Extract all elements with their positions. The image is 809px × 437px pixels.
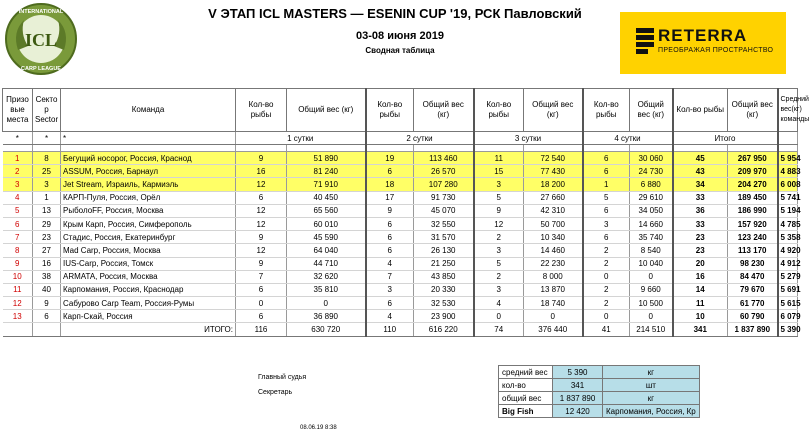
table-row	[3, 217, 798, 230]
table-row	[3, 297, 798, 310]
table-row	[3, 244, 798, 257]
summary-value: 1 837 890	[553, 392, 603, 405]
header-d2-count: Кол-во рыбы	[366, 89, 414, 132]
cell-sector: 29	[33, 217, 61, 230]
reterra-logo	[620, 12, 786, 74]
cell-d2w: 23 900	[414, 310, 474, 323]
cell-d3w: 13 870	[524, 283, 583, 296]
cell-sector: 3	[33, 178, 61, 191]
cell-tw: 204 270	[728, 178, 778, 191]
cell-team: Mad Carp, Россия, Москва	[61, 244, 236, 257]
day-label-row	[3, 132, 798, 145]
cell-d3c: 11	[474, 152, 524, 165]
total-d2c: 110	[366, 323, 414, 336]
cell-d2c: 17	[366, 191, 414, 204]
cell-d3w: 22 230	[524, 257, 583, 270]
cell-avg: 6 008	[778, 178, 798, 191]
cell-d1w: 60 010	[287, 217, 366, 230]
cell-d2w: 45 070	[414, 204, 474, 217]
cell-avg: 4 920	[778, 244, 798, 257]
cell-d4w: 34 050	[630, 204, 673, 217]
cell-d1w: 64 040	[287, 244, 366, 257]
cell-tc: 10	[673, 310, 728, 323]
day-label-4: 4 сутки	[583, 132, 673, 145]
summary-value: 5 390	[553, 366, 603, 379]
cell-place: 10	[3, 270, 33, 283]
day-label-total: Итого	[673, 132, 778, 145]
cell-d2w: 32 550	[414, 217, 474, 230]
cell-d3c: 5	[474, 191, 524, 204]
cell-avg: 5 194	[778, 204, 798, 217]
cell-d4w: 10 500	[630, 297, 673, 310]
header-team: Команда	[61, 89, 236, 132]
cell-d4c: 0	[583, 310, 630, 323]
table-row	[3, 270, 798, 283]
reterra-mark-icon	[636, 28, 654, 54]
header-row	[3, 89, 798, 132]
cell-d3w: 18 200	[524, 178, 583, 191]
cell-d1w: 40 450	[287, 191, 366, 204]
cell-sector: 16	[33, 257, 61, 270]
summary-row	[499, 379, 700, 392]
cell-d3c: 3	[474, 178, 524, 191]
cell-tc: 34	[673, 178, 728, 191]
cell-d2w: 21 250	[414, 257, 474, 270]
cell-d4w: 35 740	[630, 231, 673, 244]
cell-d4c: 2	[583, 283, 630, 296]
cell-d1w: 81 240	[287, 165, 366, 178]
cell-place: 6	[3, 217, 33, 230]
summary-label: Big Fish	[499, 405, 553, 418]
cell-place: 2	[3, 165, 33, 178]
cell-avg: 5 954	[778, 152, 798, 165]
cell-place: 8	[3, 244, 33, 257]
table-row	[3, 283, 798, 296]
cell-d4c: 2	[583, 257, 630, 270]
summary-unit: кг	[603, 392, 700, 405]
header-d2-weight: Общий вес (кг)	[414, 89, 474, 132]
cell-d2c: 6	[366, 231, 414, 244]
cell-tw: 61 770	[728, 297, 778, 310]
total-tc: 341	[673, 323, 728, 336]
cell-avg: 4 883	[778, 165, 798, 178]
cell-tw: 123 240	[728, 231, 778, 244]
cell-tc: 14	[673, 283, 728, 296]
cell-sector: 8	[33, 152, 61, 165]
page-title: V ЭТАП ICL MASTERS — ESENIN CUP '19, РСК Павловский	[208, 6, 582, 21]
header-total-weight: Общий вес (кг)	[728, 89, 778, 132]
cell-d1c: 9	[236, 231, 287, 244]
asterisk: *	[33, 132, 61, 145]
summary-unit: Карпомания, Россия, Кр	[603, 405, 700, 418]
logo-text-bottom: CARP LEAGUE	[21, 66, 61, 72]
cell-tw: 113 170	[728, 244, 778, 257]
cell-d1c: 6	[236, 283, 287, 296]
cell-avg: 5 279	[778, 270, 798, 283]
cell-tc: 23	[673, 231, 728, 244]
cell-avg: 4 785	[778, 217, 798, 230]
cell-d2c: 4	[366, 257, 414, 270]
cell-d1c: 0	[236, 297, 287, 310]
header-total-count: Кол-во рыбы	[673, 89, 728, 132]
cell-d3w: 14 460	[524, 244, 583, 257]
cell-d3w: 27 660	[524, 191, 583, 204]
table-row	[3, 191, 798, 204]
total-d2w: 616 220	[414, 323, 474, 336]
cell-place: 5	[3, 204, 33, 217]
cell-d3w: 42 310	[524, 204, 583, 217]
cell-place: 11	[3, 283, 33, 296]
spacer-row	[3, 145, 798, 152]
cell-d4c: 6	[583, 231, 630, 244]
cell-tw: 209 970	[728, 165, 778, 178]
cell-tc: 16	[673, 270, 728, 283]
cell-d3c: 2	[474, 270, 524, 283]
cell-place: 7	[3, 231, 33, 244]
cell-team: ARMATA, Россия, Москва	[61, 270, 236, 283]
header-place: Призо вые места	[3, 89, 33, 132]
reterra-brand: RETERRA	[658, 26, 748, 45]
cell-place: 13	[3, 310, 33, 323]
cell-d4c: 6	[583, 165, 630, 178]
results-table	[2, 88, 809, 337]
cell-team: Карп-Скай, Россия	[61, 310, 236, 323]
summary-unit: шт	[603, 379, 700, 392]
cell-d1c: 7	[236, 270, 287, 283]
summary-row	[499, 405, 700, 418]
table-row	[3, 310, 798, 323]
total-tw: 1 837 890	[728, 323, 778, 336]
cell-team: Jet Stream, Израиль, Кармиэль	[61, 178, 236, 191]
summary-label: общий вес	[499, 392, 553, 405]
cell-place: 12	[3, 297, 33, 310]
cell-team: Крым Карп, Россия, Симферополь	[61, 217, 236, 230]
cell-place: 9	[3, 257, 33, 270]
cell-d1w: 35 810	[287, 283, 366, 296]
cell-avg: 5 741	[778, 191, 798, 204]
cell-tw: 267 950	[728, 152, 778, 165]
cell-d4c: 3	[583, 217, 630, 230]
cell-sector: 38	[33, 270, 61, 283]
cell-d4c: 2	[583, 297, 630, 310]
cell-d2c: 6	[366, 217, 414, 230]
cell-d2c: 4	[366, 310, 414, 323]
header-d3-weight: Общий вес (кг)	[524, 89, 583, 132]
total-d1c: 116	[236, 323, 287, 336]
header-average: Средний вес(кг) команды	[778, 89, 798, 132]
summary-label: средний вес	[499, 366, 553, 379]
judge-label: Главный судья	[258, 374, 307, 381]
header-d1-count: Кол-во рыбы	[236, 89, 287, 132]
totals-label: ИТОГО:	[61, 323, 236, 336]
cell-team: Бегущий носорог, Россия, Краснод	[61, 152, 236, 165]
cell-d3c: 4	[474, 297, 524, 310]
asterisk: *	[61, 132, 236, 145]
cell-tc: 33	[673, 191, 728, 204]
cell-d1c: 12	[236, 244, 287, 257]
cell-d3c: 9	[474, 204, 524, 217]
cell-tc: 43	[673, 165, 728, 178]
cell-d4w: 24 730	[630, 165, 673, 178]
cell-d2w: 113 460	[414, 152, 474, 165]
cell-sector: 13	[33, 204, 61, 217]
header-d1-weight: Общий вес (кг)	[287, 89, 366, 132]
day-label-3: 3 сутки	[474, 132, 583, 145]
cell-d2w: 20 330	[414, 283, 474, 296]
cell-avg: 5 615	[778, 297, 798, 310]
cell-d4c: 0	[583, 270, 630, 283]
cell-d4w: 10 040	[630, 257, 673, 270]
totals-row	[3, 323, 798, 336]
logo-monogram: ICL	[24, 30, 58, 50]
table-subtitle: Сводная таблица	[365, 46, 435, 55]
cell-d2w: 26 130	[414, 244, 474, 257]
total-d4c: 41	[583, 323, 630, 336]
cell-d3w: 10 340	[524, 231, 583, 244]
print-timestamp: 08.06.19 8:38	[300, 425, 337, 431]
cell-d4w: 0	[630, 310, 673, 323]
cell-d1w: 71 910	[287, 178, 366, 191]
cell-tw: 60 790	[728, 310, 778, 323]
header-d4-weight: Общий вес (кг)	[630, 89, 673, 132]
cell-d1w: 51 890	[287, 152, 366, 165]
cell-sector: 40	[33, 283, 61, 296]
cell-tw: 186 990	[728, 204, 778, 217]
summary-value: 12 420	[553, 405, 603, 418]
cell-d4c: 2	[583, 244, 630, 257]
cell-d3c: 12	[474, 217, 524, 230]
cell-tc: 36	[673, 204, 728, 217]
cell-d2w: 43 850	[414, 270, 474, 283]
cell-d1c: 9	[236, 257, 287, 270]
asterisk: *	[3, 132, 33, 145]
cell-sector: 25	[33, 165, 61, 178]
cell-tw: 98 230	[728, 257, 778, 270]
cell-tc: 11	[673, 297, 728, 310]
cell-d2w: 32 530	[414, 297, 474, 310]
cell-tw: 157 920	[728, 217, 778, 230]
cell-tc: 45	[673, 152, 728, 165]
cell-d3c: 3	[474, 244, 524, 257]
cell-d3c: 0	[474, 310, 524, 323]
cell-team: РыболоFF, Россия, Москва	[61, 204, 236, 217]
cell-d4c: 5	[583, 191, 630, 204]
cell-d4w: 9 660	[630, 283, 673, 296]
reterra-tagline: ПРЕОБРАЖАЯ ПРОСТРАНСТВО	[658, 47, 774, 54]
total-d3w: 376 440	[524, 323, 583, 336]
cell-d2c: 7	[366, 270, 414, 283]
cell-d3c: 5	[474, 257, 524, 270]
cell-sector: 9	[33, 297, 61, 310]
table-row	[3, 204, 798, 217]
cell-d2c: 18	[366, 178, 414, 191]
cell-d1w: 65 560	[287, 204, 366, 217]
cell-avg: 5 691	[778, 283, 798, 296]
cell-d4w: 0	[630, 270, 673, 283]
cell-d4w: 29 610	[630, 191, 673, 204]
cell-sector: 27	[33, 244, 61, 257]
cell-team: Стадис, Россия, Екатеринбург	[61, 231, 236, 244]
cell-d1c: 12	[236, 204, 287, 217]
cell-d2w: 107 280	[414, 178, 474, 191]
cell-d2w: 26 570	[414, 165, 474, 178]
cell-d1w: 45 590	[287, 231, 366, 244]
cell-d4w: 8 540	[630, 244, 673, 257]
cell-place: 3	[3, 178, 33, 191]
table-row	[3, 257, 798, 270]
summary-value: 341	[553, 379, 603, 392]
cell-d1c: 12	[236, 178, 287, 191]
cell-d4c: 6	[583, 204, 630, 217]
table-row	[3, 178, 798, 191]
cell-d1c: 9	[236, 152, 287, 165]
table-row	[3, 231, 798, 244]
logo-text-top: INTERNATIONAL	[18, 9, 64, 15]
cell-avg: 5 358	[778, 231, 798, 244]
cell-team: ASSUM, Россия, Барнаул	[61, 165, 236, 178]
cell-sector: 6	[33, 310, 61, 323]
header-d4-count: Кол-во рыбы	[583, 89, 630, 132]
cell-d4w: 14 660	[630, 217, 673, 230]
cell-tc: 20	[673, 257, 728, 270]
summary-label: кол-во	[499, 379, 553, 392]
cell-d1w: 0	[287, 297, 366, 310]
event-dates: 03-08 июня 2019	[356, 30, 444, 42]
cell-d1c: 6	[236, 310, 287, 323]
cell-d3w: 18 740	[524, 297, 583, 310]
day-label-2: 2 сутки	[366, 132, 474, 145]
cell-d2w: 91 730	[414, 191, 474, 204]
cell-d1w: 44 710	[287, 257, 366, 270]
cell-tw: 79 670	[728, 283, 778, 296]
cell-d4c: 1	[583, 178, 630, 191]
cell-d1w: 32 620	[287, 270, 366, 283]
cell-d1c: 12	[236, 217, 287, 230]
cell-tc: 23	[673, 244, 728, 257]
cell-team: Сабурово Carp Team, Россия-Румы	[61, 297, 236, 310]
cell-d2c: 6	[366, 165, 414, 178]
total-d4w: 214 510	[630, 323, 673, 336]
header-sector: Секто р Sector	[33, 89, 61, 132]
cell-d3w: 77 430	[524, 165, 583, 178]
cell-tw: 189 450	[728, 191, 778, 204]
cell-tc: 33	[673, 217, 728, 230]
cell-d1c: 16	[236, 165, 287, 178]
total-d3c: 74	[474, 323, 524, 336]
icl-logo	[2, 2, 80, 76]
cell-d1w: 36 890	[287, 310, 366, 323]
day-label-empty	[778, 132, 798, 145]
cell-d2c: 6	[366, 297, 414, 310]
cell-tw: 84 470	[728, 270, 778, 283]
cell-d4w: 30 060	[630, 152, 673, 165]
cell-d2c: 9	[366, 204, 414, 217]
cell-d2c: 6	[366, 244, 414, 257]
cell-d3c: 15	[474, 165, 524, 178]
cell-d2c: 3	[366, 283, 414, 296]
summary-row	[499, 366, 700, 379]
secretary-label: Секретарь	[258, 389, 293, 396]
cell-d3c: 2	[474, 231, 524, 244]
day-label-1: 1 сутки	[236, 132, 366, 145]
table-row	[3, 165, 798, 178]
cell-d4w: 6 880	[630, 178, 673, 191]
cell-d3w: 50 700	[524, 217, 583, 230]
cell-avg: 4 912	[778, 257, 798, 270]
cell-sector: 1	[33, 191, 61, 204]
cell-avg: 6 079	[778, 310, 798, 323]
cell-d3w: 0	[524, 310, 583, 323]
cell-place: 4	[3, 191, 33, 204]
summary-row	[499, 392, 700, 405]
cell-d3c: 3	[474, 283, 524, 296]
cell-d3w: 72 540	[524, 152, 583, 165]
cell-d4c: 6	[583, 152, 630, 165]
cell-d2w: 31 570	[414, 231, 474, 244]
total-d1w: 630 720	[287, 323, 366, 336]
cell-d2c: 19	[366, 152, 414, 165]
summary-unit: кг	[603, 366, 700, 379]
summary-table	[498, 365, 700, 418]
total-avg: 5 390	[778, 323, 798, 336]
table-row	[3, 152, 798, 165]
header-d3-count: Кол-во рыбы	[474, 89, 524, 132]
cell-d1c: 6	[236, 191, 287, 204]
cell-team: Карпомания, Россия, Краснодар	[61, 283, 236, 296]
cell-place: 1	[3, 152, 33, 165]
cell-d3w: 8 000	[524, 270, 583, 283]
cell-team: КАРП-Пуля, Россия, Орёл	[61, 191, 236, 204]
cell-team: IUS-Carp, Россия, Томск	[61, 257, 236, 270]
cell-sector: 23	[33, 231, 61, 244]
